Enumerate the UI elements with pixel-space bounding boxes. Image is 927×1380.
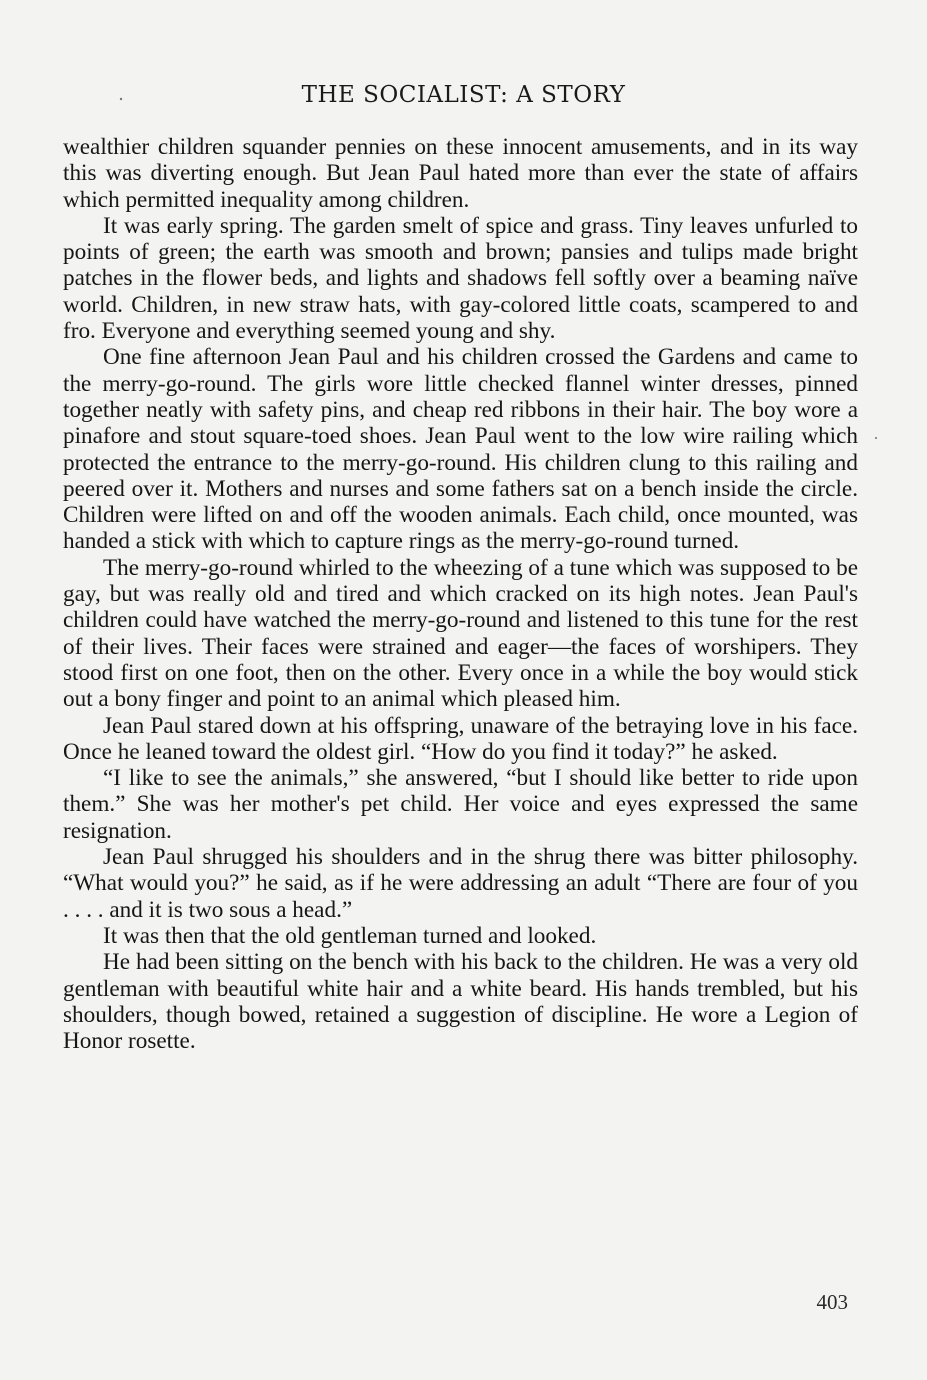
paragraph: It was early spring. The garden smelt of spice and grass. Tiny leaves unfurled to points of green; the earth was smooth and brown; pansies and tulips made bright patches in the flower beds, and lights and shadows fell softly over a beaming naïve world. Children, in new straw hats, with gay-colored little coats, scampered to and fro. Everyone and everything seemed young and shy.: [63, 212, 858, 345]
running-title: THE SOCIALIST: A STORY: [301, 82, 626, 108]
paragraph: Jean Paul shrugged his shoulders and in the shrug there was bitter philosophy. “What would you?” he said, as if he were addressing an adult “There are four of you . . . . and it is two sous a head.”: [63, 844, 858, 923]
paragraph: It was then that the old gentleman turned and looked.: [103, 922, 597, 949]
paragraph: One fine afternoon Jean Paul and his children crossed the Gardens and came to the merry-go-round. The girls wore little checked flannel winter dresses, pinned together neatly with safety pins, and cheap red ribbons in their hair. The boy wore a pinafore and stout square-toed shoes. Jean Paul went to the low wire railing which protected the entrance to the merry-go-round. His children clung to this railing and peered over it. Mothers and nurses and some fathers sat on a bench inside the circle. Children were lifted on and off the wooden animals. Each child, once mounted, was handed a stick with which to capture rings as the merry-go-round turned.: [63, 344, 858, 555]
body-text: [63, 134, 858, 1054]
paragraph: “I like to see the animals,” she answered, “but I should like better to ride upon them.” She was her mother's pet child. Her voice and eyes expressed the same resignation.: [63, 765, 858, 844]
page-number: 403: [816, 1290, 848, 1314]
paragraph: The merry-go-round whirled to the wheezing of a tune which was supposed to be gay, but was really old and tired and which cracked on its high notes. Jean Paul's children could have watched the merry-go-round and listened to this tune for the rest of their lives. Their faces were strained and eager—the faces of worshipers. They stood first on one foot, then on the other. Every once in a while the boy would stick out a bony finger and point to an animal which pleased him.: [63, 554, 858, 713]
paragraph: He had been sitting on the bench with his back to the children. He was a very old gentleman with beautiful white hair and a white beard. His hands trembled, but his shoulders, though bowed, retained a suggestion of discipline. He wore a Legion of Honor rosette.: [63, 949, 858, 1055]
paragraph: Jean Paul stared down at his offspring, unaware of the betraying love in his face. Once he leaned toward the oldest girl. “How do you find it today?” he asked.: [63, 712, 858, 765]
paragraph-continued: wealthier children squander pennies on these innocent amusements, and in its way this was diverting enough. But Jean Paul hated more than ever the state of affairs which permitted inequality among children.: [63, 134, 858, 213]
